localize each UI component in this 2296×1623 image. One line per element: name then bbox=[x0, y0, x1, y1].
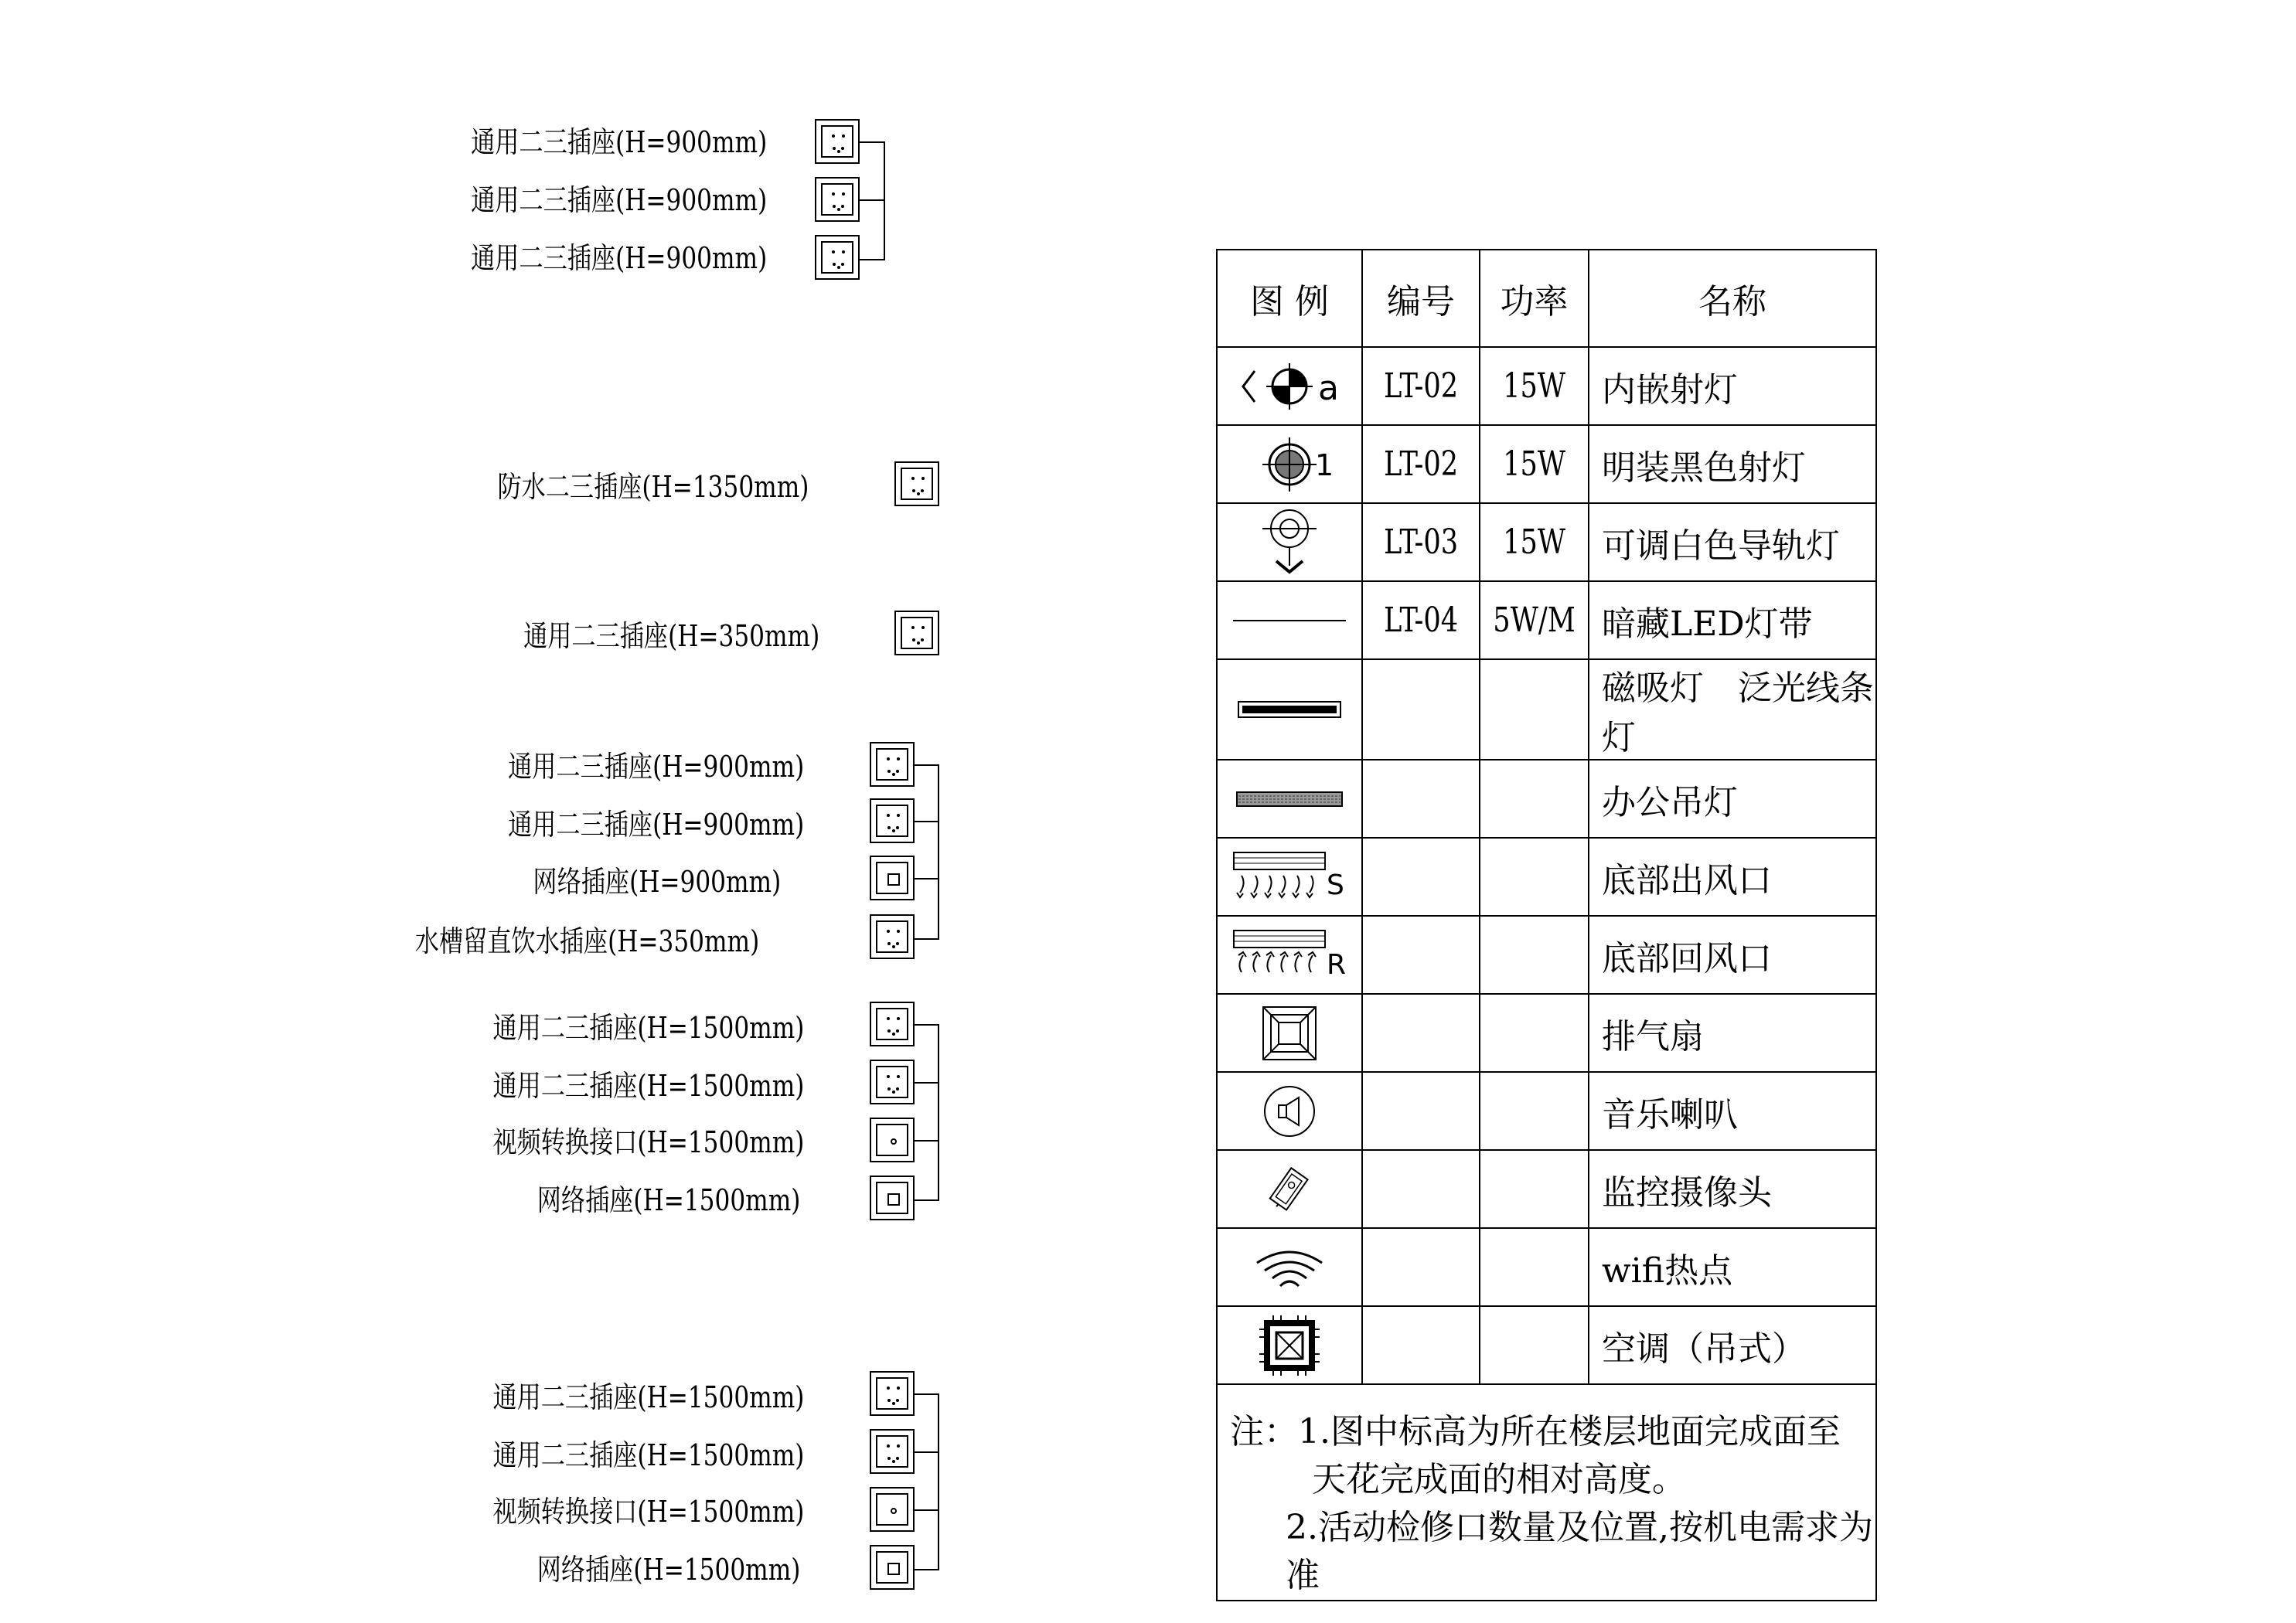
socket-label: 通用二三插座(H=1500mm) bbox=[492, 1011, 804, 1045]
item-power bbox=[1480, 659, 1589, 760]
item-code bbox=[1362, 838, 1480, 916]
item-power bbox=[1480, 760, 1589, 838]
supply-vent-icon bbox=[1228, 848, 1351, 907]
item-power: 15W bbox=[1503, 444, 1565, 484]
wire bbox=[915, 1509, 938, 1511]
power-outlet-icon bbox=[870, 1002, 915, 1046]
legend-row bbox=[1217, 425, 1876, 503]
legend-row bbox=[1217, 916, 1876, 994]
item-code bbox=[1362, 659, 1480, 760]
wire bbox=[915, 1451, 938, 1453]
power-outlet-icon bbox=[870, 1371, 915, 1416]
legend-row bbox=[1217, 1150, 1876, 1228]
wire-bracket bbox=[915, 1393, 939, 1570]
item-name: 底部出风口 bbox=[1602, 860, 1772, 900]
socket-label: 通用二三插座(H=900mm) bbox=[507, 750, 804, 784]
item-name: 监控摄像头 bbox=[1602, 1172, 1772, 1213]
legend-table bbox=[1216, 249, 1877, 1601]
item-name: 明装黑色射灯 bbox=[1602, 447, 1806, 488]
item-power: 15W bbox=[1503, 522, 1565, 562]
legend-notes bbox=[1217, 1384, 1876, 1601]
magnetic-light-icon bbox=[1237, 699, 1342, 720]
symbol-text: a bbox=[1318, 368, 1339, 408]
legend-row bbox=[1217, 994, 1876, 1072]
item-name: 音乐喇叭 bbox=[1602, 1094, 1738, 1135]
legend-row bbox=[1217, 503, 1876, 581]
socket-label: 视频转换接口(H=1500mm) bbox=[492, 1125, 804, 1159]
power-outlet-icon bbox=[815, 235, 860, 280]
socket-label: 网络插座(H=900mm) bbox=[533, 865, 781, 899]
item-power bbox=[1480, 1072, 1589, 1150]
item-name: 可调白色导轨灯 bbox=[1602, 526, 1840, 566]
wire bbox=[915, 878, 938, 880]
symbol-text: S bbox=[1327, 869, 1344, 901]
item-code bbox=[1362, 760, 1480, 838]
exhaust-fan-icon bbox=[1259, 1002, 1320, 1064]
legend-row bbox=[1217, 1072, 1876, 1150]
wire bbox=[915, 1082, 938, 1084]
note-line: 2.活动检修口数量及位置,按机电需求为准 bbox=[1286, 1508, 1873, 1595]
led-strip-icon bbox=[1231, 613, 1347, 628]
item-code: LT-03 bbox=[1383, 522, 1459, 562]
socket-label: 通用二三插座(H=1500mm) bbox=[492, 1069, 804, 1103]
item-power bbox=[1480, 838, 1589, 916]
item-code bbox=[1362, 1306, 1480, 1384]
item-code: LT-02 bbox=[1383, 366, 1459, 406]
power-outlet-icon bbox=[815, 177, 860, 222]
wire bbox=[915, 1140, 938, 1142]
header-symbol: 图 例 bbox=[1217, 250, 1362, 347]
header-code: 编号 bbox=[1362, 250, 1480, 347]
socket-label: 通用二三插座(H=350mm) bbox=[523, 619, 819, 653]
wire-bracket bbox=[915, 1024, 939, 1201]
socket-label: 通用二三插座(H=900mm) bbox=[470, 125, 767, 159]
network-socket-icon bbox=[870, 1176, 915, 1220]
track-light-icon bbox=[1231, 505, 1347, 580]
wire-bracket bbox=[915, 764, 939, 940]
symbol-text: R bbox=[1327, 948, 1347, 981]
item-code bbox=[1362, 1150, 1480, 1228]
socket-label: 通用二三插座(H=900mm) bbox=[470, 241, 767, 275]
item-power bbox=[1480, 1150, 1589, 1228]
item-power bbox=[1480, 1228, 1589, 1306]
ac-unit-icon bbox=[1255, 1311, 1324, 1380]
power-outlet-icon bbox=[870, 798, 915, 843]
item-name: wifi热点 bbox=[1602, 1250, 1733, 1291]
legend-row bbox=[1217, 659, 1876, 760]
header-name: 名称 bbox=[1589, 250, 1876, 347]
item-power bbox=[1480, 994, 1589, 1072]
wire-bracket bbox=[860, 141, 885, 260]
legend-row bbox=[1217, 1228, 1876, 1306]
network-socket-icon bbox=[870, 1545, 915, 1590]
power-outlet-icon bbox=[815, 119, 860, 164]
power-outlet-icon bbox=[870, 914, 915, 959]
power-outlet-icon bbox=[894, 611, 939, 655]
item-name: 磁吸灯 泛光线条灯 bbox=[1602, 669, 1874, 757]
item-code: LT-02 bbox=[1383, 444, 1459, 484]
socket-label: 视频转换接口(H=1500mm) bbox=[492, 1495, 804, 1529]
note-line: 注：1.图中标高为所在楼层地面完成面至 bbox=[1230, 1412, 1841, 1451]
legend-row bbox=[1217, 347, 1876, 425]
note-line: 天花完成面的相对高度。 bbox=[1312, 1460, 1686, 1499]
header-power: 功率 bbox=[1480, 250, 1589, 347]
item-code bbox=[1362, 1072, 1480, 1150]
item-name: 排气扇 bbox=[1602, 1016, 1704, 1056]
network-socket-icon bbox=[870, 856, 915, 900]
item-code bbox=[1362, 916, 1480, 994]
socket-label: 通用二三插座(H=900mm) bbox=[470, 183, 767, 217]
legend-row bbox=[1217, 838, 1876, 916]
power-outlet-icon bbox=[870, 742, 915, 787]
wifi-icon bbox=[1251, 1246, 1328, 1289]
legend-header-row bbox=[1217, 250, 1876, 347]
video-port-icon bbox=[870, 1118, 915, 1162]
legend-row bbox=[1217, 760, 1876, 838]
item-power bbox=[1480, 916, 1589, 994]
power-outlet-icon bbox=[870, 1060, 915, 1104]
socket-label: 通用二三插座(H=1500mm) bbox=[492, 1438, 804, 1472]
recessed-spotlight-icon bbox=[1231, 359, 1347, 413]
socket-label: 网络插座(H=1500mm) bbox=[537, 1183, 800, 1217]
item-power: 5W/M bbox=[1493, 601, 1576, 640]
socket-label: 水槽留直饮水插座(H=350mm) bbox=[414, 924, 759, 958]
socket-label: 通用二三插座(H=1500mm) bbox=[492, 1380, 804, 1414]
wire bbox=[915, 821, 938, 822]
legend-notes-row bbox=[1217, 1384, 1876, 1601]
item-name: 空调（吊式） bbox=[1602, 1329, 1806, 1369]
pendant-light-icon bbox=[1235, 789, 1344, 809]
return-vent-icon bbox=[1228, 926, 1351, 985]
socket-label: 通用二三插座(H=900mm) bbox=[507, 808, 804, 842]
item-power: 15W bbox=[1503, 366, 1565, 406]
item-code bbox=[1362, 994, 1480, 1072]
camera-icon bbox=[1257, 1157, 1322, 1222]
speaker-icon bbox=[1259, 1080, 1320, 1142]
item-name: 底部回风口 bbox=[1602, 938, 1772, 978]
socket-label: 防水二三插座(H=1350mm) bbox=[497, 470, 809, 504]
power-outlet-icon bbox=[894, 461, 939, 506]
legend-row bbox=[1217, 581, 1876, 659]
symbol-text: 1 bbox=[1315, 447, 1334, 482]
item-name: 内嵌射灯 bbox=[1602, 369, 1738, 410]
surface-spotlight-icon bbox=[1231, 434, 1347, 495]
socket-label: 网络插座(H=1500mm) bbox=[537, 1553, 800, 1587]
item-code: LT-04 bbox=[1383, 601, 1459, 640]
legend-row bbox=[1217, 1306, 1876, 1384]
power-outlet-icon bbox=[870, 1429, 915, 1474]
item-name: 办公吊灯 bbox=[1602, 782, 1738, 822]
item-name: 暗藏LED灯带 bbox=[1602, 604, 1813, 644]
item-code bbox=[1362, 1228, 1480, 1306]
item-power bbox=[1480, 1306, 1589, 1384]
video-port-icon bbox=[870, 1487, 915, 1532]
